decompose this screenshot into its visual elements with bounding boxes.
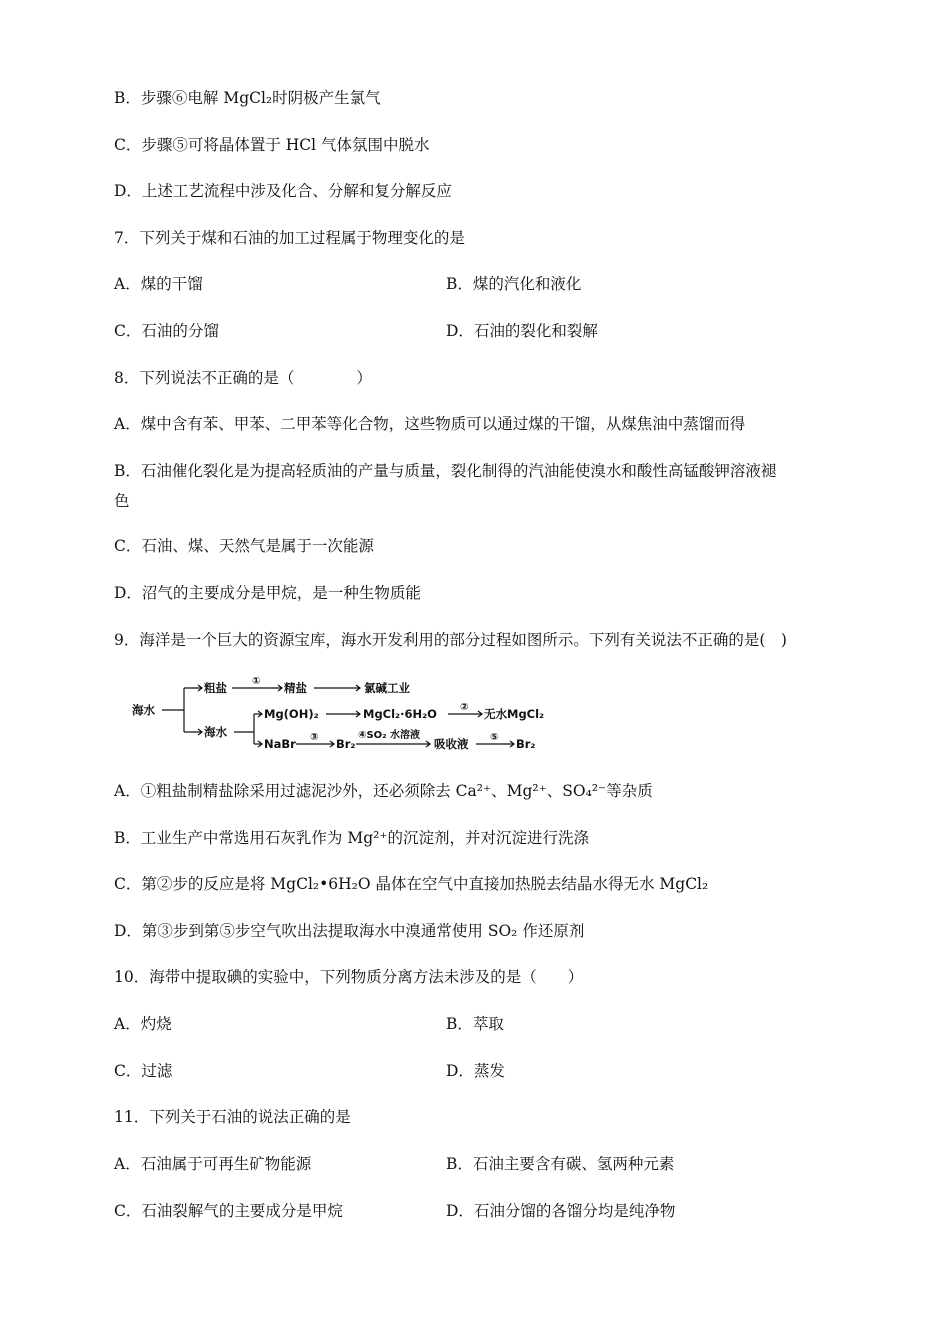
q11-stem: 11．下列关于石油的说法正确的是	[114, 1108, 351, 1126]
diagram-nabr: NaBr	[264, 737, 296, 751]
q7-option-d: D．石油的裂化和裂解	[446, 322, 598, 340]
q10-stem: 10．海带中提取碘的实验中，下列物质分离方法未涉及的是（ ）	[114, 968, 584, 986]
q9-option-c: C．第②步的反应是将 MgCl₂•6H₂O 晶体在空气中直接加热脱去结晶水得无水 MgCl₂	[114, 875, 709, 893]
q6-option-c: C．步骤⑤可将晶体置于 HCl 气体氛围中脱水	[114, 136, 430, 154]
diagram-chlor-alkali: 氯碱工业	[364, 681, 410, 695]
q10-option-a: A．灼烧	[114, 1015, 172, 1033]
diagram-step3: ③	[310, 732, 319, 743]
diagram-step2: ②	[460, 702, 469, 713]
q8-option-b-line1: B．石油催化裂化是为提高轻质油的产量与质量，裂化制得的汽油能使溴水和酸性高锰酸钾溶液褪	[114, 462, 777, 480]
q8-stem: 8．下列说法不正确的是（ ）	[114, 369, 372, 387]
q8-option-c: C．石油、煤、天然气是属于一次能源	[114, 537, 374, 555]
diagram-crude-salt: 粗盐	[204, 681, 227, 695]
diagram-step1: ①	[252, 676, 261, 687]
diagram-br2-b: Br₂	[516, 737, 536, 751]
q11-option-d: D．石油分馏的各馏分均是纯净物	[446, 1202, 676, 1220]
diagram-refined-salt: 精盐	[284, 681, 307, 695]
diagram-so2-label: ④SO₂ 水溶液	[358, 730, 421, 741]
q7-option-a: A．煤的干馏	[114, 275, 203, 293]
q9-option-d: D．第③步到第⑤步空气吹出法提取海水中溴通常使用 SO₂ 作还原剂	[114, 922, 585, 940]
q6-option-b: B．步骤⑥电解 MgCl₂时阴极产生氯气	[114, 89, 381, 107]
q9-stem: 9．海洋是一个巨大的资源宝库，海水开发利用的部分过程如图所示。下列有关说法不正确的是( )	[114, 631, 787, 649]
diagram-step5: ⑤	[490, 732, 499, 743]
q11-option-b: B．石油主要含有碳、氢两种元素	[446, 1155, 675, 1173]
q10-option-b: B．萃取	[446, 1015, 504, 1033]
diagram-anhydrous: 无水MgCl₂	[484, 707, 545, 721]
seawater-process-diagram	[130, 672, 570, 752]
q9-option-b: B．工业生产中常选用石灰乳作为 Mg²⁺的沉淀剂，并对沉淀进行洗涤	[114, 829, 590, 847]
q11-option-a: A．石油属于可再生矿物能源	[114, 1155, 312, 1173]
q6-option-d: D．上述工艺流程中涉及化合、分解和复分解反应	[114, 182, 452, 200]
diagram-absorb: 吸收液	[434, 737, 469, 751]
diagram-mgcl2-hydrate: MgCl₂·6H₂O	[363, 707, 437, 721]
q7-option-b: B．煤的汽化和液化	[446, 275, 582, 293]
diagram-seawater2: 海水	[204, 725, 227, 739]
q7-option-c: C．石油的分馏	[114, 322, 219, 340]
diagram-mgoh2: Mg(OH)₂	[264, 707, 319, 721]
diagram-br2-a: Br₂	[336, 737, 356, 751]
q7-stem: 7．下列关于煤和石油的加工过程属于物理变化的是	[114, 229, 465, 247]
diagram-seawater: 海水	[132, 703, 155, 717]
q8-option-a: A．煤中含有苯、甲苯、二甲苯等化合物，这些物质可以通过煤的干馏，从煤焦油中蒸馏而得	[114, 415, 746, 433]
q10-option-d: D．蒸发	[446, 1062, 505, 1080]
q8-option-b-line2: 色	[114, 492, 130, 510]
q9-option-a: A．①粗盐制精盐除采用过滤泥沙外，还必须除去 Ca²⁺、Mg²⁺、SO₄²⁻等杂质	[114, 782, 653, 800]
q10-option-c: C．过滤	[114, 1062, 173, 1080]
q11-option-c: C．石油裂解气的主要成分是甲烷	[114, 1202, 343, 1220]
q8-option-d: D．沼气的主要成分是甲烷，是一种生物质能	[114, 584, 421, 602]
